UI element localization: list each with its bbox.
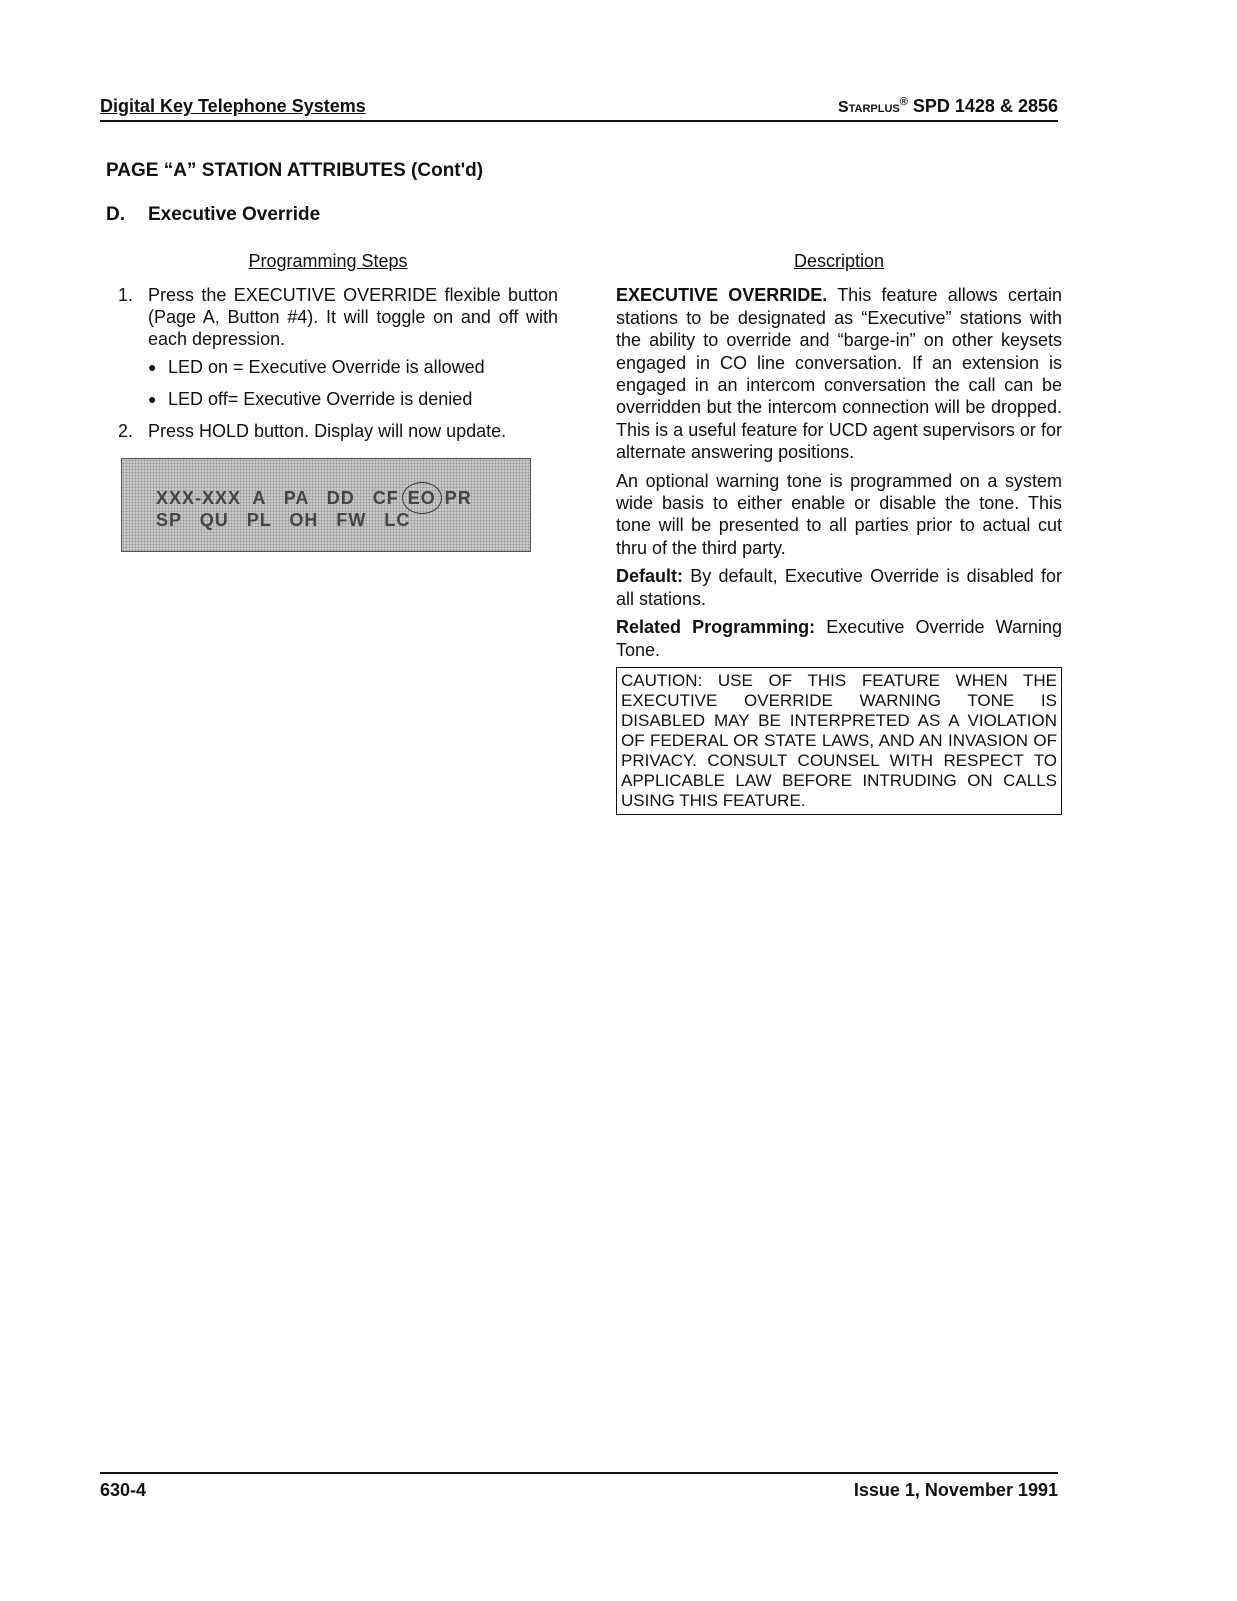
bullet-icon: ● [148,391,157,407]
caution-box: CAUTION: USE OF THIS FEATURE WHEN THE EXECUTIVE OVERRIDE WARNING TONE IS DISABLED MAY BE INTERPRETED AS A VIOLATION OF FEDERAL OR STATE LAWS, AND AN INVASION OF PRIVACY. CONSULT COUNSEL WITH RESPECT TO APPLICABLE LAW BEFORE INTRUDING ON CALLS USING THIS FEATURE. [616,667,1062,815]
bullet-icon: ● [148,359,157,375]
default-label: Default: [616,566,683,587]
related-programming-paragraph [616,616,1062,661]
step-1 [118,284,558,350]
step-text: Press the EXECUTIVE OVERRIDE flexible button (Page A, Button #4). It will toggle on and off with each depression. [148,285,558,349]
lcd-row-2: SP QU PL OH FW LC [156,510,411,530]
default-text: By default, Executive Override is disabled for all stations. [616,566,1062,609]
programming-steps-heading: Programming Steps [248,251,408,271]
programming-steps-column [118,250,558,552]
description-paragraph-2: An optional warning tone is programmed on a system wide basis to either enable or disable the tone. This tone will be presented to all parties prior to actual cut thru of the third party. [616,470,1062,558]
subsection-letter: D. [106,204,125,225]
bullet-item [148,388,558,410]
header-product [838,96,1058,117]
feature-text: This feature allows certain stations to be designated as “Executive” stations with the ability to override and “barge-in” on other keysets engaged in CO line conversation. If an extension is engaged in an intercom conversation the call can be overridden but the intercom connection will be dropped. This is a useful feature for UCD agent supervisors or for alternate answering positions. [616,285,1062,463]
brand-name: Starplus [837,99,900,116]
page-header [100,94,1058,122]
description-paragraph-1 [616,284,1062,463]
subsection-name: Executive Override [148,204,321,225]
page-number: 630-4 [100,1480,147,1500]
model-number: SPD 1428 & 2856 [912,96,1058,116]
led-bullets [148,356,558,410]
lcd-circled-eo: EO [402,482,442,514]
section-title: PAGE “A” STATION ATTRIBUTES (Cont'd) [106,160,484,181]
step-2 [118,420,558,442]
step-number: 1. [118,285,134,305]
registered-mark: ® [899,96,908,108]
lcd-row-1 [156,487,472,509]
issue-date: Issue 1, November 1991 [853,1480,1058,1500]
lcd-row-1-end: PR [438,488,472,508]
related-text: Executive Override Warning Tone. [616,617,1062,660]
bullet-text: LED on = Executive Override is allowed [168,357,485,377]
step-text: Press HOLD button. Display will now update. [148,421,507,441]
subsection-title [106,204,320,226]
description-column [616,250,1062,815]
bullet-item [148,356,558,378]
header-title: Digital Key Telephone Systems [100,96,366,116]
lcd-row-1-start: XXX-XXX A PA DD CF [156,488,405,508]
description-heading: Description [793,251,885,271]
feature-name: EXECUTIVE OVERRIDE. [616,285,828,306]
page-footer [100,1472,1058,1504]
step-number: 2. [118,421,134,441]
bullet-text: LED off= Executive Override is denied [168,389,473,409]
lcd-display [121,458,531,552]
default-paragraph [616,565,1062,610]
related-label: Related Programming: [616,617,816,638]
